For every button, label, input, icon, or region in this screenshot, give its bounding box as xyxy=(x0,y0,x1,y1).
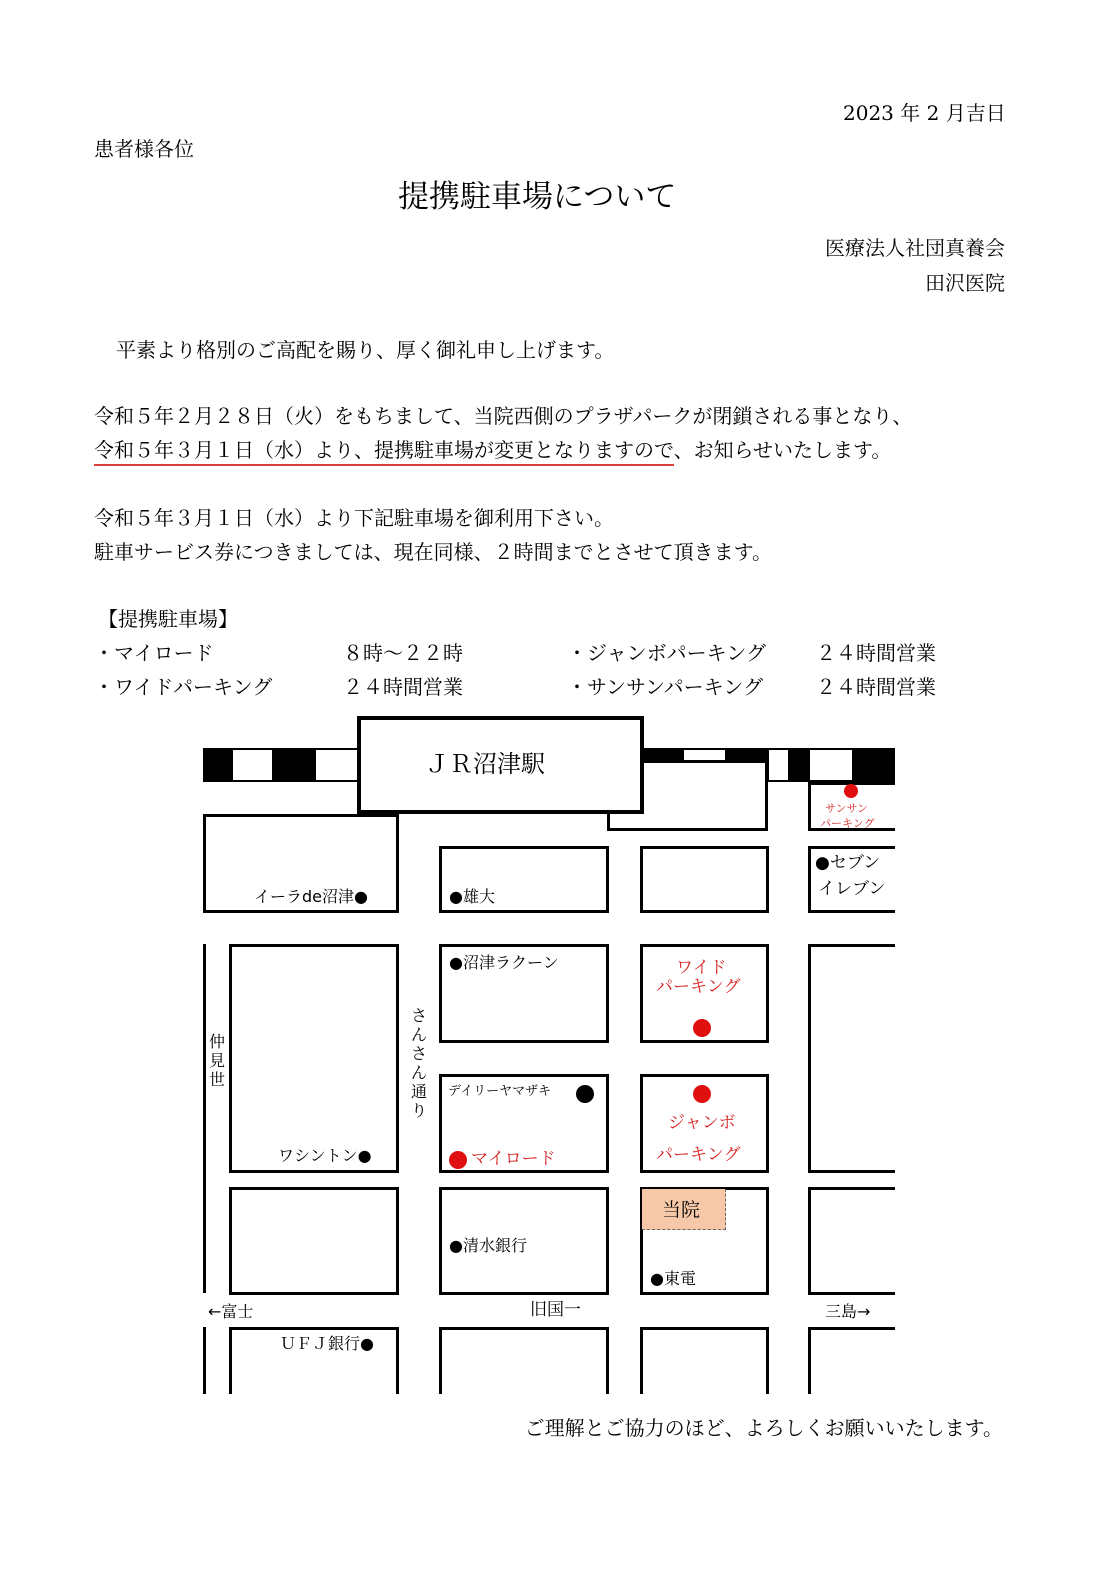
nakamise-street-edge xyxy=(203,944,206,1293)
usage-line-2: 駐車サービス券につきましては、現在同様、２時間までとさせて頂きます。 xyxy=(94,540,772,564)
shimizu-bank-label: ●清水銀行 xyxy=(449,1236,527,1255)
parking-sansan-name: ・サンサンパーキング xyxy=(567,675,763,699)
document-date: 2023 年 2 月吉日 xyxy=(843,101,1006,125)
document-title: 提携駐車場について xyxy=(398,179,677,215)
seven-eleven-label-2: イレブン xyxy=(818,879,886,899)
mishima-direction-label: 三島→ xyxy=(825,1302,871,1321)
washington-label: ワシントン● xyxy=(278,1146,372,1165)
closing-text: ご理解とご協力のほど、よろしくお願いいたします。 xyxy=(524,1416,1003,1440)
ira-numazu-label: イーラde沼津● xyxy=(254,887,368,906)
wide-parking-label-2: パーキング xyxy=(656,977,741,997)
block xyxy=(808,944,895,1173)
daily-yamazaki-label: デイリーヤマザキ xyxy=(448,1084,552,1099)
jumbo-parking-dot xyxy=(693,1085,711,1103)
seven-eleven-label-1: ●セブン xyxy=(815,853,881,873)
daily-yamazaki-dot xyxy=(576,1085,594,1103)
notice-line-2-rest: 、お知らせいたします。 xyxy=(673,438,892,462)
wide-parking-dot xyxy=(693,1019,711,1037)
yudai-label: ●雄大 xyxy=(449,887,495,906)
railway-segment xyxy=(203,748,233,782)
parking-wide-name: ・ワイドパーキング xyxy=(94,675,273,699)
nakamise-label: 仲見世 xyxy=(208,1032,225,1089)
myroad-dot xyxy=(449,1151,467,1169)
block xyxy=(229,1187,399,1295)
myroad-label: マイロード xyxy=(471,1149,556,1169)
parking-myroad-hours: ８時～２２時 xyxy=(343,641,463,665)
block xyxy=(640,1327,769,1394)
sender-organization: 医療法人社団真養会 xyxy=(825,236,1005,260)
sansan-parking-dot xyxy=(844,784,858,798)
ufj-bank-label: ＵＦＪ銀行● xyxy=(280,1334,374,1353)
jumbo-parking-label-1: ジャンボ xyxy=(668,1113,736,1133)
sender-clinic: 田沢医院 xyxy=(925,271,1005,295)
sansan-parking-label-1: サンサン xyxy=(825,802,868,815)
greeting-text: 平素より格別のご高配を賜り、厚く御礼申し上げます。 xyxy=(116,338,615,362)
sansan-parking-label-2: パーキング xyxy=(820,817,875,830)
street-edge xyxy=(203,1327,206,1394)
parking-wide-hours: ２４時間営業 xyxy=(343,675,463,699)
notice-underlined-text: 令和５年３月１日（水）より、提携駐車場が変更となりますので xyxy=(94,438,674,466)
block xyxy=(808,1327,895,1394)
block-washington xyxy=(229,944,399,1173)
railway-segment xyxy=(272,748,316,782)
usage-line-1: 令和５年３月１日（水）より下記駐車場を御利用下さい。 xyxy=(94,506,614,530)
clinic-label: 当院 xyxy=(662,1199,701,1221)
fuji-direction-label: ←富士 xyxy=(208,1302,254,1321)
block xyxy=(439,1327,609,1394)
parking-jumbo-hours: ２４時間営業 xyxy=(816,641,936,665)
sansan-dori-label: さんさん通り xyxy=(410,1006,427,1120)
wide-parking-label-1: ワイド xyxy=(676,958,727,978)
railway-segment xyxy=(788,748,810,782)
station-label: ＪＲ沼津駅 xyxy=(425,750,545,778)
toden-label: ●東電 xyxy=(650,1269,696,1288)
parking-myroad-name: ・マイロード xyxy=(94,641,214,665)
numazu-lacoon-label: ●沼津ラクーン xyxy=(449,953,559,972)
jumbo-parking-label-2: パーキング xyxy=(656,1145,741,1165)
parking-sansan-hours: ２４時間営業 xyxy=(816,675,936,699)
recipient: 患者様各位 xyxy=(94,137,194,161)
notice-line-2 xyxy=(94,440,891,460)
block xyxy=(808,1187,895,1295)
railway-segment xyxy=(852,748,895,782)
parking-jumbo-name: ・ジャンボパーキング xyxy=(567,641,766,665)
notice-line-1: 令和５年２月２８日（火）をもちまして、当院西側のプラザパークが閉鎖される事となり、 xyxy=(94,404,913,428)
block xyxy=(640,846,769,913)
parking-heading: 【提携駐車場】 xyxy=(98,607,238,631)
kyukokuichi-road-label: 旧国一 xyxy=(530,1300,581,1320)
